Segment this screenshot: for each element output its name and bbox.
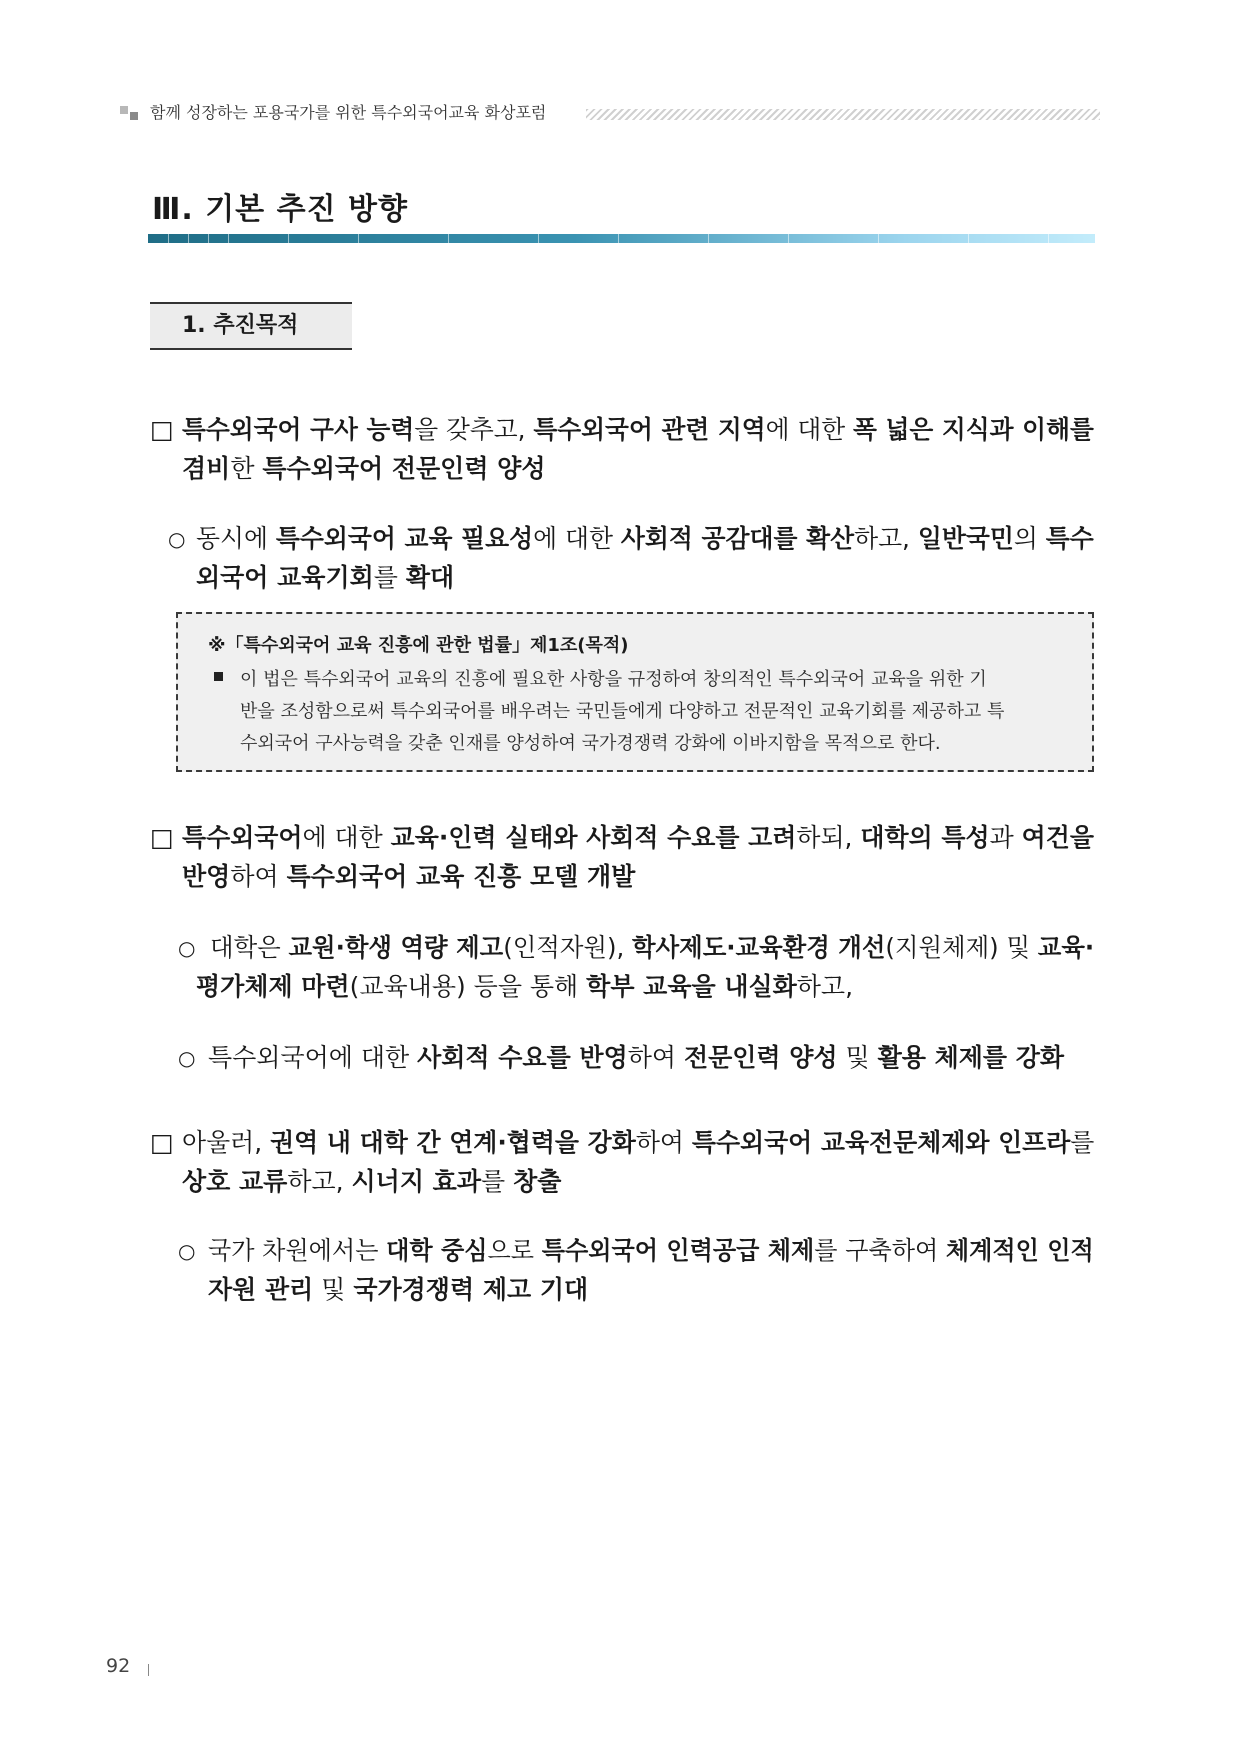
text-run: 하고,	[854, 524, 918, 553]
text-run: 및	[837, 1043, 878, 1072]
page-number: 92	[106, 1655, 131, 1677]
bold-text-run: 일반국민	[917, 524, 1014, 553]
text-run: (교육내용) 등을 통해	[349, 972, 587, 1001]
page-number-divider	[148, 1664, 149, 1676]
text-run: 의	[1013, 524, 1046, 553]
bold-text-run: 사회적 수요를 반영	[417, 1043, 628, 1072]
text-run: 에 대한	[765, 415, 854, 444]
bold-text-run: 특수외국어 구사 능력	[182, 415, 415, 444]
law-note-line: 이 법은 특수외국어 교육의 진흥에 필요한 사항을 규정하여 창의적인 특수외국어 교육을 위한 기	[240, 669, 987, 690]
bold-text-run: 대학의 특성	[860, 823, 990, 852]
bold-text-run: 여건을	[1021, 823, 1094, 852]
bold-text-run: 특수외국어 교육 필요성	[275, 524, 534, 553]
square-bullet-icon	[214, 672, 223, 681]
bold-text-run: 겸비	[182, 454, 231, 483]
sub-item-1-1-line-1	[196, 521, 1094, 557]
bold-text-run: 특수외국어 관련 지역	[533, 415, 766, 444]
bold-text-run: 폭 넓은 지식과 이해를	[853, 415, 1094, 444]
bold-text-run: 사회적 공감대를 확산	[620, 524, 855, 553]
bold-text-run: 창출	[513, 1167, 562, 1196]
text-run: 하여	[635, 1128, 692, 1157]
bold-text-run: 교원·학생 역량 제고	[288, 933, 504, 962]
box-bullet: □	[150, 1128, 174, 1157]
text-run: 을 갖추고,	[414, 415, 534, 444]
header-squares-icon	[120, 106, 142, 122]
law-note-line: 수외국어 구사능력을 갖춘 인재를 양성하여 국가경쟁력 강화에 이바지함을 목적으로 한다.	[240, 733, 941, 754]
circle-bullet: ○	[178, 1046, 196, 1070]
sub-item-2-1-line-2	[196, 969, 853, 1005]
text-run: 으로	[487, 1236, 542, 1265]
bold-text-run: 외국어 교육기회	[196, 563, 374, 592]
text-run: 하고,	[287, 1167, 352, 1196]
text-run: 하되,	[796, 823, 861, 852]
text-run: 특수외국어에 대한	[208, 1043, 418, 1072]
bold-text-run: 학사제도·교육환경 개선	[632, 933, 886, 962]
text-run: 를 구축하여	[814, 1236, 946, 1265]
sub-item-2-2-line-1	[208, 1040, 1064, 1076]
paragraph-2-line-2	[182, 859, 635, 895]
bold-text-run: 교육·	[1037, 933, 1095, 962]
circle-bullet: ○	[168, 527, 186, 551]
bold-text-run: 학부 교육을 내실화	[586, 972, 797, 1001]
text-run: 아울러,	[182, 1128, 271, 1157]
sub-item-3-1-line-1	[208, 1233, 1094, 1269]
paragraph-1-line-2	[182, 451, 545, 487]
text-run: 국가 차원에서는	[208, 1236, 387, 1265]
text-run: 를	[1070, 1128, 1095, 1157]
bold-text-run: 활용 체제를 강화	[877, 1043, 1065, 1072]
text-run: 를	[480, 1167, 514, 1196]
bold-text-run: 시너지 효과	[351, 1167, 481, 1196]
bold-text-run: 특수외국어 인력공급 체제	[541, 1236, 815, 1265]
text-run: 과	[989, 823, 1022, 852]
text-run: (지원체제) 및	[885, 933, 1038, 962]
text-run: 하여	[230, 862, 287, 891]
paragraph-3-line-1	[182, 1125, 1094, 1161]
circle-bullet: ○	[178, 936, 196, 960]
running-header	[120, 102, 1100, 124]
bold-text-run: 확대	[405, 563, 455, 592]
section-heading: 1. 추진목적	[182, 313, 299, 338]
bold-text-run: 권역 내 대학 간 연계·협력을 강화	[270, 1128, 636, 1157]
sub-item-3-1-line-2	[208, 1272, 588, 1308]
text-run: 하고,	[796, 972, 854, 1001]
text-run: 에 대한	[302, 823, 391, 852]
bold-text-run: 전문인력 양성	[683, 1043, 838, 1072]
bold-text-run: 체계적인 인적	[945, 1236, 1094, 1265]
running-header-text: 함께 성장하는 포용국가를 위한 특수외국어교육 화상포럼	[150, 103, 547, 122]
paragraph-2-line-1	[182, 820, 1094, 856]
law-note-line: 반을 조성함으로써 특수외국어를 배우려는 국민들에게 다양하고 전문적인 교육기회를 제공하고 특	[240, 701, 1005, 722]
text-run: 하여	[627, 1043, 684, 1072]
law-note-title: ※「특수외국어 교육 진흥에 관한 법률」제1조(목적)	[208, 635, 629, 656]
bold-text-run: 자원 관리	[208, 1275, 314, 1304]
text-run: 를	[373, 563, 406, 592]
bold-text-run: 대학 중심	[386, 1236, 488, 1265]
box-bullet: □	[150, 415, 174, 444]
text-run: 및	[313, 1275, 354, 1304]
paragraph-1-line-1	[182, 412, 1094, 448]
chapter-title-underline-bar	[148, 234, 1095, 243]
bold-text-run: 교육·인력 실태와 사회적 수요를 고려	[390, 823, 797, 852]
bold-text-run: 상호 교류	[182, 1167, 288, 1196]
header-hatched-rule	[586, 109, 1100, 120]
text-run: 대학은	[210, 933, 289, 962]
text-run: 동시에	[196, 524, 276, 553]
text-run: 한	[230, 454, 263, 483]
sub-item-1-1-line-2	[196, 560, 454, 596]
text-run: 에 대한	[533, 524, 621, 553]
bold-text-run: 특수외국어 교육전문체제와 인프라	[691, 1128, 1071, 1157]
bold-text-run: 특수	[1045, 524, 1094, 553]
chapter-title: Ⅲ. 기본 추진 방향	[152, 192, 408, 227]
circle-bullet: ○	[178, 1239, 196, 1263]
bold-text-run: 특수외국어 전문인력 양성	[262, 454, 546, 483]
box-bullet: □	[150, 823, 174, 852]
bold-text-run: 반영	[182, 862, 231, 891]
paragraph-3-line-2	[182, 1164, 561, 1200]
bold-text-run: 국가경쟁력 제고 기대	[353, 1275, 589, 1304]
bold-text-run: 특수외국어	[182, 823, 303, 852]
text-run: (인적자원),	[503, 933, 633, 962]
bold-text-run: 평가체제 마련	[196, 972, 350, 1001]
bold-text-run: 특수외국어 교육 진흥 모델 개발	[286, 862, 636, 891]
sub-item-2-1-line-1	[210, 930, 1094, 966]
